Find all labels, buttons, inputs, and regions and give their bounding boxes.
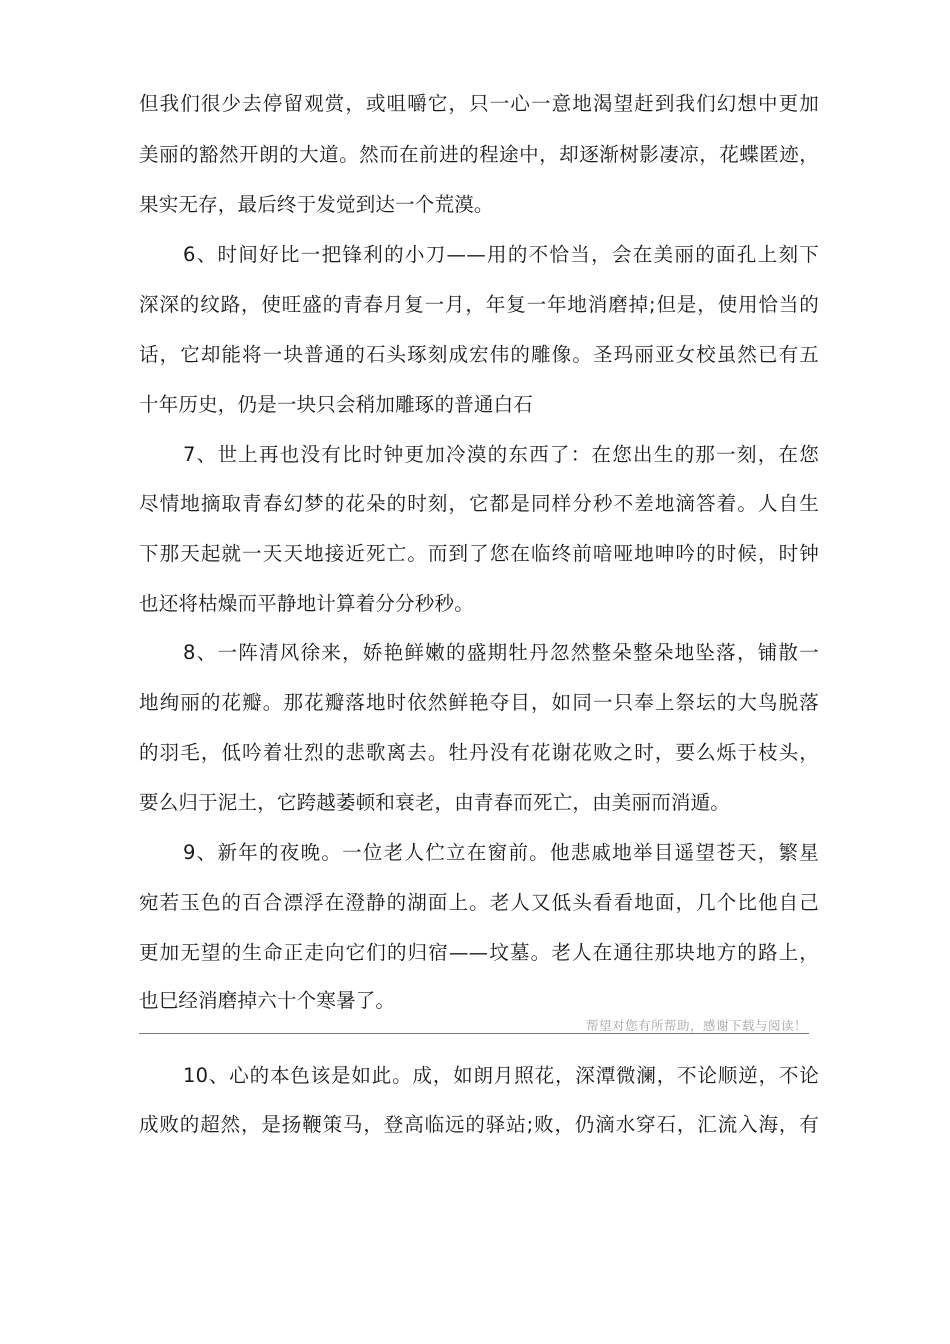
text-line: 话，它却能将一块普通的石头琢刻成宏伟的雕像。圣玛丽亚女校虽然已有五: [139, 343, 819, 366]
text-line: 9、新年的夜晚。一位老人伫立在窗前。他悲戚地举目遥望苍天，繁星: [183, 841, 819, 864]
text-line: 也还将枯燥而平静地计算着分分秒秒。: [139, 592, 474, 615]
footer-note: 帮望对您有所帮助，感谢下载与阅读！: [585, 1018, 807, 1033]
text-line: 6、时间好比一把锋利的小刀——用的不恰当，会在美丽的面孔上刻下: [183, 243, 819, 266]
text-line: 成败的超然，是扬鞭策马，登高临远的驿站;败，仍滴水穿石，汇流入海，有: [139, 1113, 819, 1136]
text-line: 果实无存，最后终于发觉到达一个荒漠。: [139, 193, 494, 216]
text-line: 10、心的本色该是如此。成，如朗月照花，深潭微澜，不论顺逆，不论: [183, 1064, 819, 1087]
text-line: 宛若玉色的百合漂浮在澄静的湖面上。老人又低头看看地面，几个比他自己: [139, 891, 819, 914]
text-line: 但我们很少去停留观赏，或咀嚼它，只一心一意地渴望赶到我们幻想中更加: [139, 92, 819, 115]
text-line: 下那天起就一天天地接近死亡。而到了您在临终前喑哑地呻吟的时候，时钟: [139, 542, 819, 565]
text-line: 7、世上再也没有比时钟更加冷漠的东西了：在您出生的那一刻，在您: [183, 443, 819, 466]
text-line: 也巳经消磨掉六十个寒暑了。: [139, 989, 396, 1012]
footer-divider: [139, 1033, 809, 1034]
text-line: 十年历史，仍是一块只会稍加雕琢的普通白石: [139, 393, 534, 416]
text-line: 8、一阵清风徐来，娇艳鲜嫩的盛期牡丹忽然整朵整朵地坠落，铺散一: [183, 641, 819, 664]
text-line: 的羽毛，低吟着壮烈的悲歌离去。牡丹没有花谢花败之时，要么烁于枝头，: [139, 741, 819, 764]
text-line: 深深的纹路，使旺盛的青春月复一月，年复一年地消磨掉;但是，使用恰当的: [139, 293, 819, 316]
text-line: 地绚丽的花瓣。那花瓣落地时依然鲜艳夺目，如同一只奉上祭坛的大鸟脱落: [139, 691, 819, 714]
text-line: 要么归于泥土，它跨越萎顿和衰老，由青春而死亡，由美丽而消遁。: [139, 791, 731, 814]
text-line: 美丽的豁然开朗的大道。然而在前进的程途中，却逐渐树影凄凉，花蝶匿迹，: [139, 143, 819, 166]
text-line: 尽情地摘取青春幻梦的花朵的时刻，它都是同样分秒不差地滴答着。人自生: [139, 492, 819, 515]
text-line: 更加无望的生命正走向它们的归宿——坟墓。老人在通往那块地方的路上，: [139, 941, 819, 964]
